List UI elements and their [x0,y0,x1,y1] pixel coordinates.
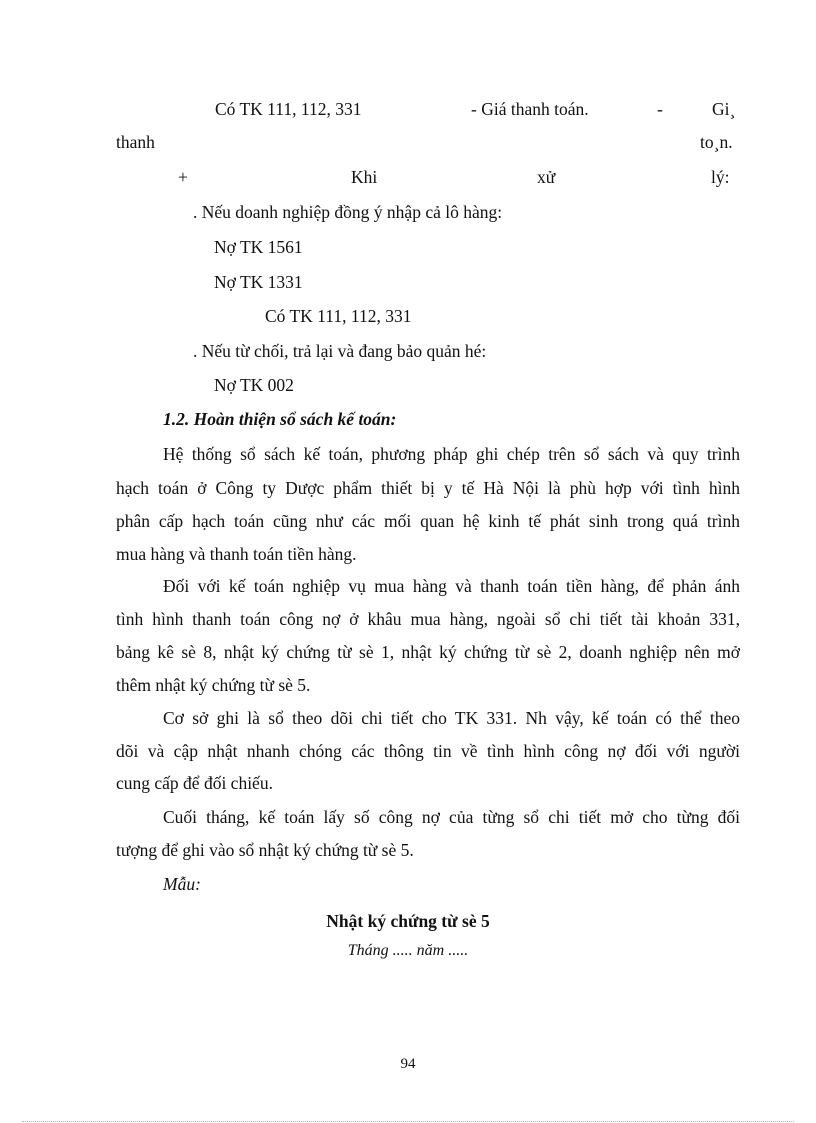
paragraph-1-line-3: phân cấp hạch toán cũng như các mối quan hệ kinh tế phát sinh trong quá trình [116,511,740,531]
form-title: Nhật ký chứng từ sè 5 [326,911,490,931]
paragraph-2-line-3: bảng kê sè 8, nhật ký chứng từ sè 1, nhật ký chứng từ sè 2, doanh nghiệp nên mở [116,642,740,662]
case-reject-line: . Nếu từ chối, trả lại và đang bảo quản hé: [193,341,487,361]
dash-marker: - [657,99,663,119]
paragraph-4-line-2: tượng để ghi vào sổ nhật ký chứng từ sè 5. [116,840,414,860]
word-khi: Khi [351,167,378,187]
word-ly: lý: [711,167,730,187]
paragraph-2-line-4: thêm nhật ký chứng từ sè 5. [116,675,311,695]
paragraph-2-line-2: tình hình thanh toán công nợ ở khâu mua hàng, ngoài sổ chi tiết tài khoản 331, [116,609,740,629]
paragraph-1-line-4: mua hàng và thanh toán tiền hàng. [116,544,357,564]
paragraph-1-line-1: Hệ thống sổ sách kế toán, phương pháp ghi chép trên sổ sách và quy trình [163,444,740,464]
paragraph-1-line-2: hạch toán ở Công ty Dược phẩm thiết bị y tế Hà Nội là phù hợp với tình hình [116,478,740,498]
debit-1331: Nợ TK 1331 [214,272,303,292]
page-number: 94 [400,1056,416,1072]
debit-1561: Nợ TK 1561 [214,237,303,257]
paragraph-3-line-2: dõi và cập nhật nhanh chóng các thông tin về tình hình công nợ đối với người [116,741,740,761]
credit-line: Có TK 111, 112, 331 [265,306,412,326]
form-subtitle: Tháng ..... năm ..... [347,942,469,959]
word-xu: xử [537,167,556,187]
sample-label: Mẫu: [163,874,201,894]
page-bottom-divider [22,1121,794,1122]
fragment-thanh: thanh [116,132,155,152]
paragraph-3-line-1: Cơ sở ghi là sổ theo dõi chi tiết cho TK 331. Nh vậy, kế toán có thể theo [163,708,740,728]
payment-price-text: - Giá thanh toán. [471,99,589,119]
plus-marker: + [178,167,188,187]
credit-accounts-line: Có TK 111, 112, 331 [215,99,362,119]
paragraph-3-line-3: cung cấp để đối chiếu. [116,773,273,793]
case-accept-line: . Nếu doanh nghiệp đồng ý nhập cả lô hàng: [193,202,503,222]
paragraph-4-line-1: Cuối tháng, kế toán lấy số công nợ của từng sổ chi tiết mở cho từng đối [163,807,740,827]
debit-002: Nợ TK 002 [214,375,294,395]
section-heading: 1.2. Hoàn thiện sổ sách kế toán: [163,409,397,429]
fragment-toan: to¸n. [700,132,733,152]
paragraph-2-line-1: Đối với kế toán nghiệp vụ mua hàng và thanh toán tiền hàng, để phản ánh [163,576,740,596]
fragment-gi: Gi¸ [712,99,736,119]
